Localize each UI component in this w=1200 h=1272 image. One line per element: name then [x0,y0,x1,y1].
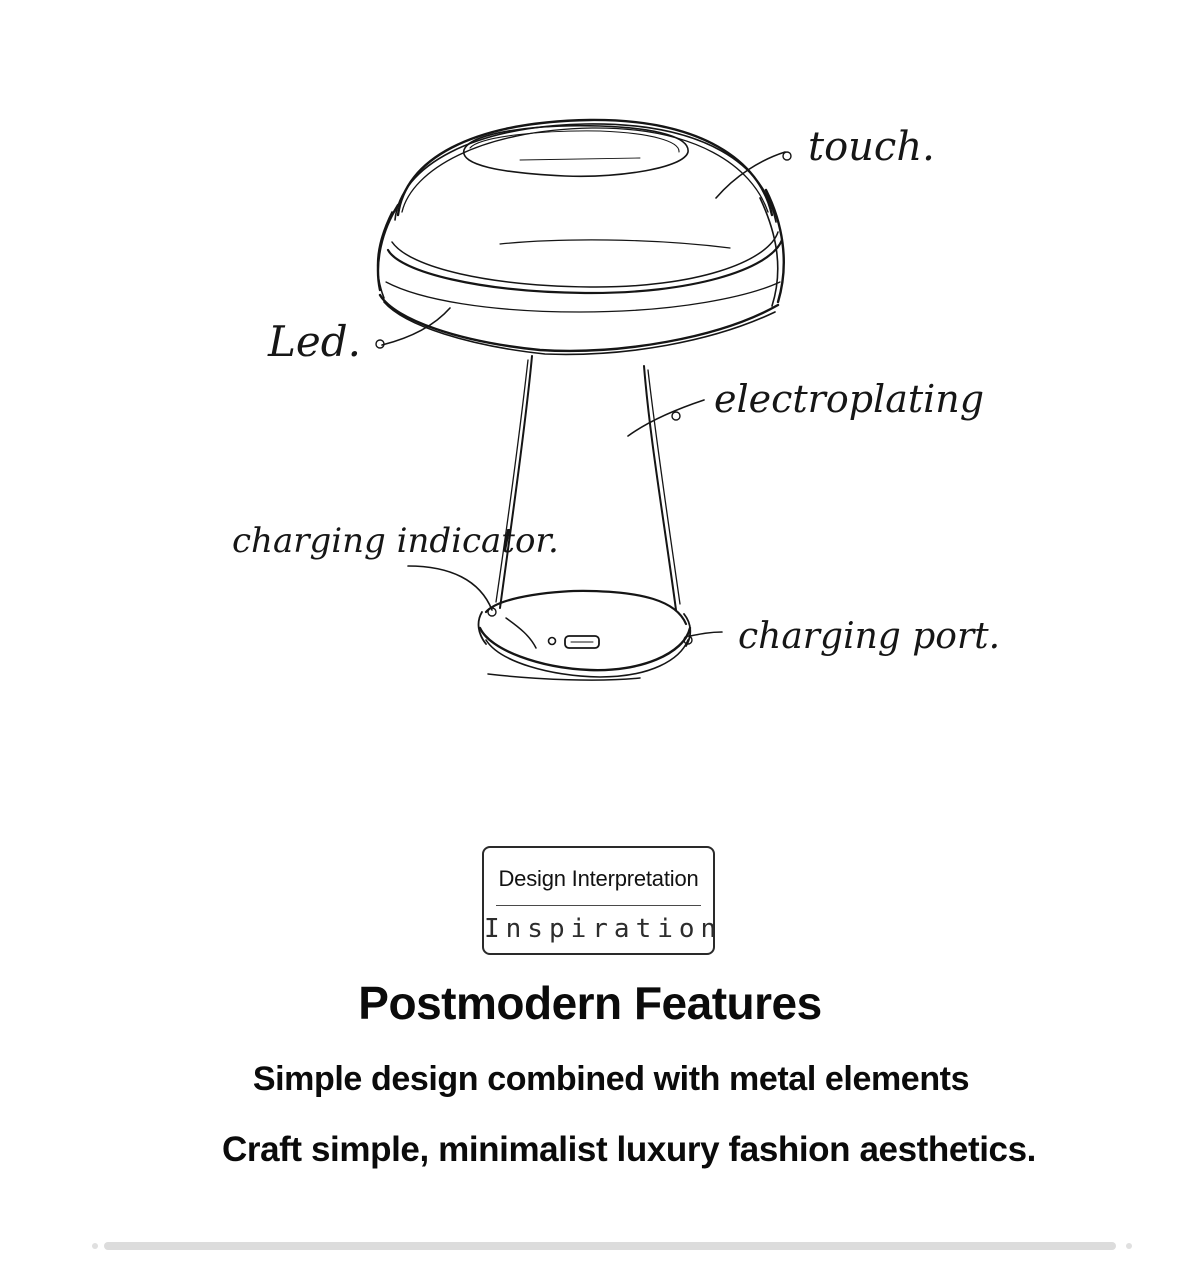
annotation-led: Led. [268,317,361,366]
scroll-right-arrow[interactable] [1126,1243,1132,1249]
scroll-left-arrow[interactable] [92,1243,98,1249]
horizontal-scrollbar[interactable] [92,1241,1132,1251]
badge-title: Design Interpretation [498,866,699,891]
section-headline: Postmodern Features [358,977,822,1029]
annotation-touch: touch. [808,124,935,170]
section-badge [482,846,723,955]
lamp-base [479,591,691,680]
badge-divider [496,905,701,906]
feature-line-1: Simple design combined with metal elements [252,1060,970,1098]
feature-line-2: Craft simple, minimalist luxury fashion aesthetics. [221,1130,1036,1169]
lamp-stem [496,356,680,610]
badge-subtitle: Inspiration [484,914,723,944]
annotation-electroplating: electroplating [714,377,985,421]
scrollbar-thumb[interactable] [104,1242,1116,1250]
annotation-charging-indicator: charging indicator. [232,521,559,561]
annotation-charging-port: charging port. [738,616,1001,657]
